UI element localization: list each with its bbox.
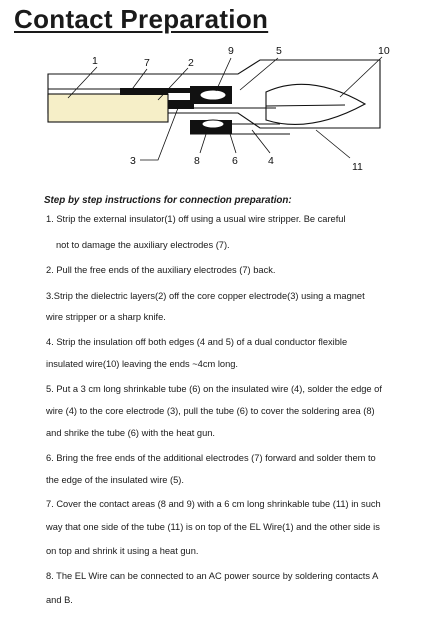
instruction-line: 2. Pull the free ends of the auxiliary electrodes (7) back. [46, 265, 276, 275]
instruction-line: insulated wire(10) leaving the ends ~4cm long. [46, 359, 238, 369]
instruction-line: and shrike the tube (6) with the heat gun. [46, 428, 216, 438]
instruction-line: way that one side of the tube (11) is on top of the EL Wire(1) and the other side is [46, 522, 380, 532]
instruction-line: 3.Strip the dielectric layers(2) off the core copper electrode(3) using a magnet [46, 291, 365, 301]
instruction-line: 5. Put a 3 cm long shrinkable tube (6) on the insulated wire (4), solder the edge of [46, 384, 382, 394]
instruction-line: 7. Cover the contact areas (8 and 9) with a 6 cm long shrinkable tube (11) in such [46, 499, 381, 509]
instructions-heading: Step by step instructions for connection preparation: [44, 195, 292, 206]
contact-area-8 [202, 120, 224, 128]
dual-wire-tip [266, 84, 365, 124]
callout-6: 6 [232, 155, 238, 167]
el-wire-body [48, 94, 168, 122]
instruction-line: 8. The EL Wire can be connected to an AC power source by soldering contacts A [46, 571, 379, 581]
callout-5: 5 [276, 45, 282, 57]
instruction-line: the edge of the insulated wire (5). [46, 475, 184, 485]
instruction-line: 4. Strip the insulation off both edges (4 and 5) of a dual conductor flexible [46, 337, 348, 347]
instruction-line: not to damage the auxiliary electrodes (7). [56, 240, 230, 250]
callout-8: 8 [194, 155, 200, 167]
instruction-line: on top and shrink it using a heat gun. [46, 546, 199, 556]
callout-9: 9 [228, 45, 234, 57]
callout-3: 3 [130, 155, 136, 167]
instruction-line: 6. Bring the free ends of the additional electrodes (7) forward and solder them to [46, 453, 376, 463]
page-title: Contact Preparation [14, 4, 269, 34]
instruction-line: wire (4) to the core electrode (3), pull the tube (6) to cover the soldering area (8) [46, 406, 375, 416]
contact-diagram [40, 42, 390, 175]
callout-1: 1 [92, 55, 98, 67]
callout-7: 7 [144, 57, 150, 69]
contact-area-9 [200, 90, 226, 100]
callout-2: 2 [188, 57, 194, 69]
callout-4: 4 [268, 155, 274, 167]
instruction-line: and B. [46, 595, 73, 605]
callout-11: 11 [352, 161, 363, 173]
instruction-line: wire stripper or a sharp knife. [46, 312, 166, 322]
instruction-line: 1. Strip the external insulator(1) off using a usual wire stripper. Be careful [46, 214, 346, 224]
callout-10: 10 [378, 45, 390, 57]
